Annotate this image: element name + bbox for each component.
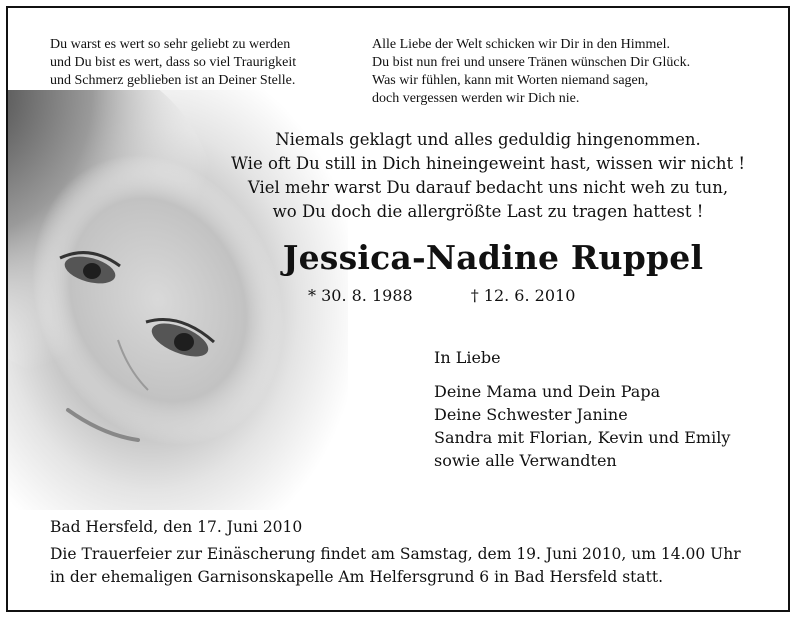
poem-line: Niemals geklagt und alles geduldig hingenommen. xyxy=(275,130,701,149)
deceased-name: Jessica-Nadine Ruppel xyxy=(282,238,704,277)
service-line: Die Trauerfeier zur Einäscherung findet am Samstag, dem 19. Juni 2010, um 14.00 Uhr xyxy=(50,545,741,563)
memorial-poem xyxy=(218,128,758,224)
poem-line: Wie oft Du still in Dich hineingeweint hast, wissen wir nicht ! xyxy=(231,154,745,173)
obituary-notice xyxy=(6,6,790,612)
poem-line: wo Du doch die allergrößte Last zu tragen hattest ! xyxy=(272,202,704,221)
verse-right-line: Was wir fühlen, kann mit Worten niemand sagen, xyxy=(372,73,649,88)
service-line: in der ehemaligen Garnisonskapelle Am Helfersgrund 6 in Bad Hersfeld statt. xyxy=(50,568,664,586)
mourner-line: sowie alle Verwandten xyxy=(434,451,617,470)
mourner-line: Sandra mit Florian, Kevin und Emily xyxy=(434,428,731,447)
mourners-block xyxy=(434,346,730,472)
mourner-line: Deine Schwester Janine xyxy=(434,405,628,424)
verse-right-line: doch vergessen werden wir Dich nie. xyxy=(372,91,580,106)
verse-left-line: Du warst es wert so sehr geliebt zu werden xyxy=(50,37,291,52)
mourners-intro: In Liebe xyxy=(434,348,501,367)
life-dates xyxy=(308,286,575,305)
funeral-details xyxy=(50,516,780,589)
death-date: † 12. 6. 2010 xyxy=(470,286,576,305)
verse-right xyxy=(372,36,772,108)
mourner-line: Deine Mama und Dein Papa xyxy=(434,382,661,401)
verse-left xyxy=(50,36,350,90)
place-date: Bad Hersfeld, den 17. Juni 2010 xyxy=(50,518,303,536)
verse-left-line: und Du bist es wert, dass so viel Traurigkeit xyxy=(50,55,297,70)
verse-left-line: und Schmerz geblieben ist an Deiner Stelle. xyxy=(50,73,296,88)
birth-date: * 30. 8. 1988 xyxy=(308,286,413,305)
verse-right-line: Du bist nun frei und unsere Tränen wünschen Dir Glück. xyxy=(372,55,691,70)
poem-line: Viel mehr warst Du darauf bedacht uns nicht weh zu tun, xyxy=(247,178,729,197)
verse-right-line: Alle Liebe der Welt schicken wir Dir in den Himmel. xyxy=(372,37,670,52)
